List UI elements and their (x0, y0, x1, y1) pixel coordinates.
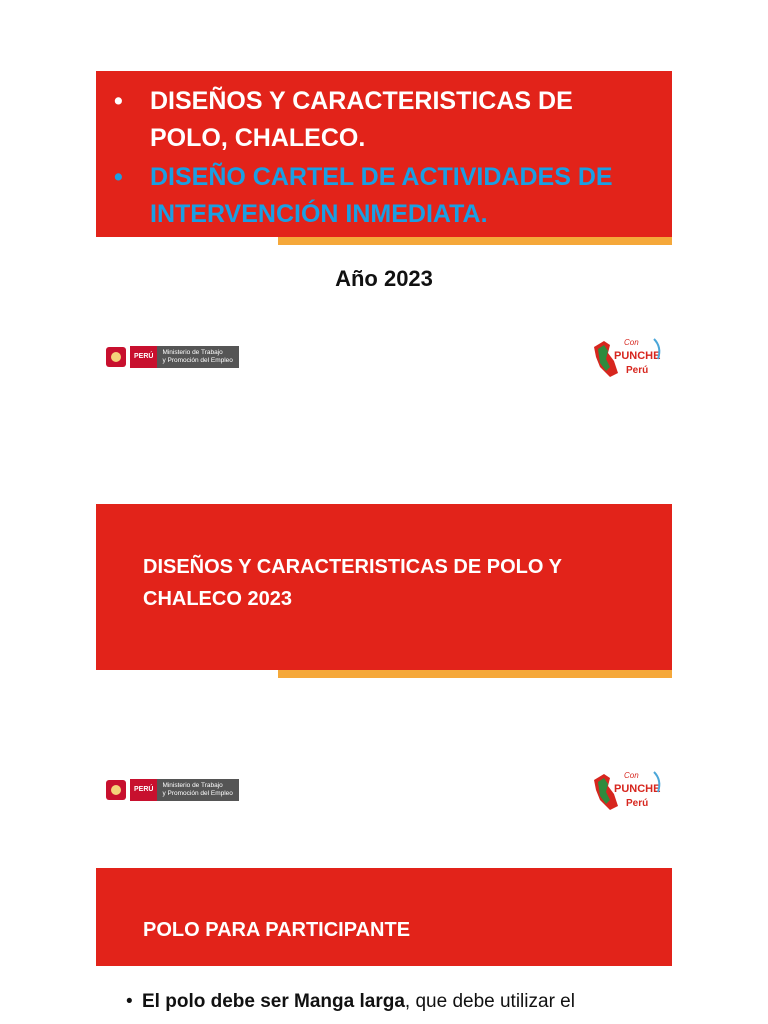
svg-text:Con: Con (624, 771, 639, 780)
bullet-icon: • (126, 991, 133, 1012)
slide1-orange-accent-bar (278, 237, 672, 245)
slide1-bullet-1-text: DISEÑOS Y CARACTERISTICAS DE POLO, CHALECO. (150, 87, 573, 152)
svg-text:PUNCHE: PUNCHE (614, 350, 661, 362)
slide2-orange-accent-bar (278, 670, 672, 678)
slide2-title-line1: DISEÑOS Y CARACTERISTICAS DE POLO Y (143, 556, 562, 578)
peru-tag: PERÚ (130, 779, 157, 801)
slide3-title: POLO PARA PARTICIPANTE (143, 919, 411, 941)
ministry-line2: y Promoción del Empleo (162, 790, 233, 797)
slide2-title-line2: CHALECO 2023 (143, 588, 292, 610)
ministry-line2: y Promoción del Empleo (162, 357, 233, 364)
slide3-body-rest: , que debe utilizar el (404, 991, 575, 1012)
slide2-title (143, 551, 643, 615)
ministry-line1: Ministerio de Trabajo (162, 349, 223, 356)
svg-text:Perú: Perú (626, 798, 649, 809)
ministry-name (157, 346, 239, 368)
svg-text:Perú: Perú (626, 365, 649, 376)
year-label: Año 2023 (335, 266, 433, 291)
svg-text:Con: Con (624, 338, 639, 347)
ministry-name (157, 779, 239, 801)
slide3-body-bold: El polo debe ser Manga larga (142, 991, 405, 1012)
bullet-icon: • (114, 163, 123, 191)
con-punche-peru-logo (588, 333, 668, 381)
ministry-logo (106, 346, 239, 368)
slide3-body-text (142, 988, 575, 1016)
slide3-body-paragraph (126, 988, 636, 1016)
coat-of-arms-icon (106, 780, 126, 800)
con-punche-peru-logo (588, 766, 668, 814)
ministry-logo (106, 779, 239, 801)
ministry-line1: Ministerio de Trabajo (162, 782, 223, 789)
peru-tag: PERÚ (130, 346, 157, 368)
svg-text:PUNCHE: PUNCHE (614, 783, 661, 795)
slide1-bullet-2-text: DISEÑO CARTEL DE ACTIVIDADES DE INTERVENCIÓN INMEDIATA. (150, 163, 613, 228)
coat-of-arms-icon (106, 347, 126, 367)
slide1-bullet-1 (114, 83, 654, 157)
bullet-icon: • (114, 87, 123, 115)
slide1-bullet-2 (114, 159, 654, 233)
